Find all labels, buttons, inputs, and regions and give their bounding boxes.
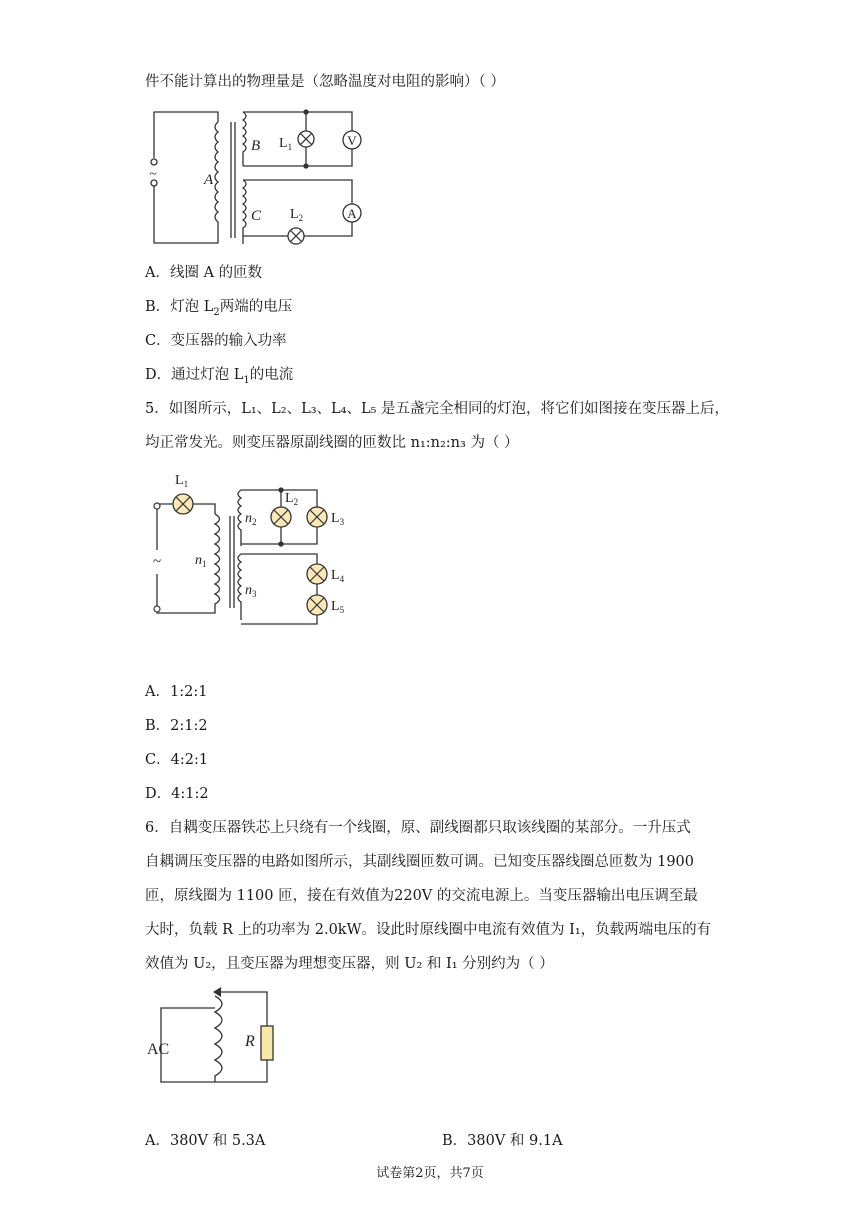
lamp-l1-label: $L_1$ <box>279 136 293 152</box>
lamp-l4-icon <box>307 564 327 584</box>
q6-stem-line4: 大时，负载 R 上的功率为 2.0kW。设此时原线圈中电流有效值为 I₁，负载两端电压的有 <box>145 922 712 938</box>
coil-c-label: C <box>251 208 262 224</box>
lamp-l1-icon <box>298 131 314 147</box>
lamp-l2-label: $L_2$ <box>290 207 304 223</box>
svg-text:A: A <box>347 206 357 221</box>
q4-option-c: C．变压器的输入功率 <box>145 333 287 349</box>
q4-stem-tail: 件不能计算出的物理量是（忽略温度对电阻的影响）（ ） <box>145 74 505 90</box>
slider-arrow-icon <box>213 987 221 997</box>
q6-stem-line1: 6．自耦变压器铁芯上只绕有一个线圈，原、副线圈都只取该线圈的某部分。一升压式 <box>145 820 691 836</box>
ac-label: AC <box>147 1041 170 1058</box>
q4-option-a: A．线圈 A 的匝数 <box>145 265 263 281</box>
coil-a-label: A <box>204 172 214 188</box>
resistor-r-label: R <box>245 1033 255 1050</box>
page-footer: 试卷第2页，共7页 <box>376 1166 484 1181</box>
q6-stem-line5: 效值为 U₂，且变压器为理想变压器，则 U₂ 和 I₁ 分别约为（ ） <box>145 956 554 972</box>
q5-option-c: C．4:2:1 <box>145 752 209 768</box>
lamp-l1-icon <box>173 494 193 514</box>
q4-option-d: D．通过灯泡 $L_1$的电流 <box>145 367 294 386</box>
lamp-l5-label: $L_5$ <box>331 599 345 615</box>
coil-n2-label: $n_2$ <box>245 511 257 527</box>
q6-autotransformer-figure <box>145 982 290 1088</box>
lamp-l1-label: $L_1$ <box>175 473 189 489</box>
q5-option-a: A．1:2:1 <box>145 684 208 700</box>
lamp-l5-icon <box>307 595 327 615</box>
lamp-l2-icon <box>271 507 291 527</box>
lamp-l2-icon <box>288 228 304 244</box>
q6-option-a: A．380V 和 5.3A <box>145 1133 266 1149</box>
lamp-l3-icon <box>307 507 327 527</box>
voltmeter-icon <box>343 131 361 149</box>
q5-option-b: B．2:1:2 <box>145 718 208 734</box>
q5-stem-line1: 5．如图所示，L₁、L₂、L₃、L₄、L₅ 是五盏完全相同的灯泡，将它们如图接在变压器上后， <box>145 401 730 417</box>
q6-stem-line3: 匝，原线圈为 1100 匝，接在有效值为220V 的交流电源上。当变压器输出电压调至最 <box>145 888 698 904</box>
lamp-l2-label: $L_2$ <box>285 491 299 507</box>
q6-stem-line2: 自耦调压变压器的电路如图所示，其副线圈匝数可调。已知变压器线圈总匝数为 1900 <box>145 854 695 870</box>
coil-b-label: B <box>251 138 261 154</box>
coil-n3-label: $n_3$ <box>245 583 257 599</box>
coil-n1-label: $n_1$ <box>195 553 207 569</box>
lamp-l4-label: $L_4$ <box>331 568 345 584</box>
lamp-l3-label: $L_3$ <box>331 511 345 527</box>
ammeter-icon <box>343 204 361 222</box>
svg-text:V: V <box>347 133 357 148</box>
q5-option-d: D．4:1:2 <box>145 786 209 802</box>
q6-option-b: B．380V 和 9.1A <box>442 1133 563 1149</box>
q5-stem-line2: 均正常发光。则变压器原副线圈的匝数比 n₁:n₂:n₃ 为（ ） <box>145 435 519 451</box>
q4-option-b: B．灯泡 $L_2$两端的电压 <box>145 299 293 318</box>
q4-transformer-figure <box>148 100 363 248</box>
q5-transformer-figure <box>145 466 365 630</box>
ac-source-symbol: ~ <box>152 554 162 570</box>
ac-source-symbol: ~ <box>149 167 157 182</box>
resistor-icon <box>261 1026 273 1060</box>
